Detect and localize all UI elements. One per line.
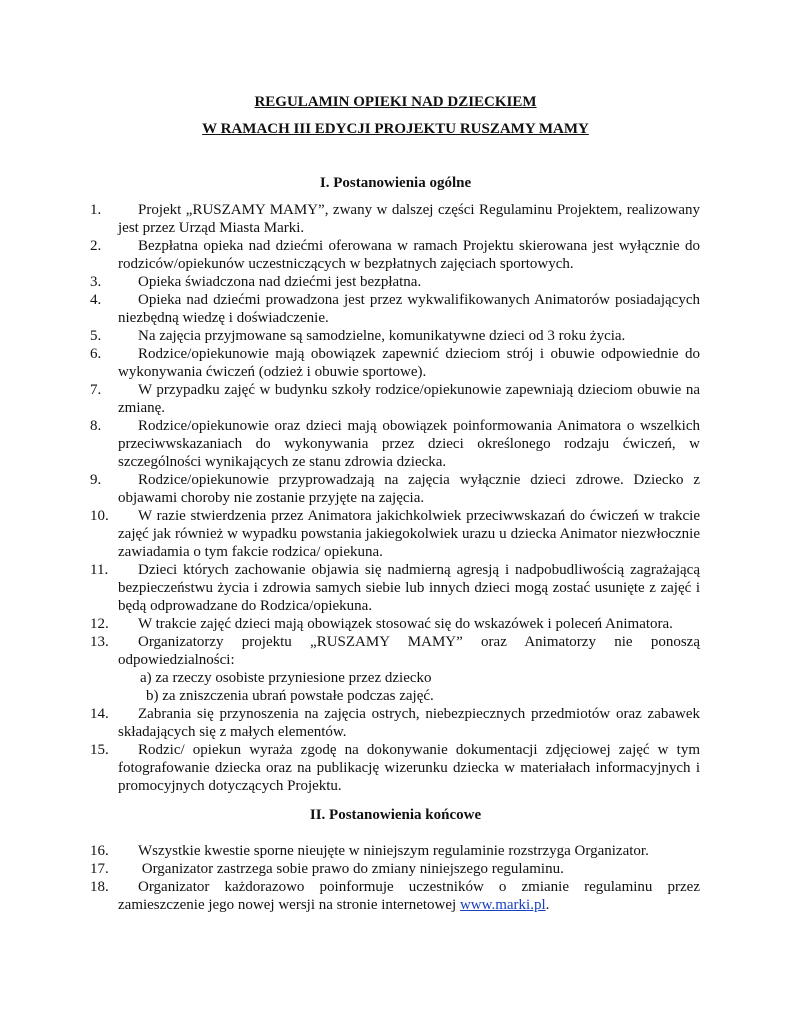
item-number: 12. (90, 616, 109, 632)
list-item (90, 878, 700, 914)
item-text: Zabrania się przynoszenia na zajęcia ostrych, niebezpiecznych przedmiotów oraz zabawek składających się z małych elementów. (118, 706, 700, 740)
item-number: 17. (90, 861, 109, 877)
item-number: 9. (90, 472, 102, 488)
list-item (90, 507, 700, 561)
item-number: 13. (90, 634, 109, 650)
item-text: Organizator każdorazowo poinformuje uczestników o zmianie regulaminu przez zamieszczenie jego nowej wersji na stronie internetowej (118, 879, 700, 913)
item-number: 7. (90, 382, 102, 398)
item-number: 10. (90, 508, 109, 524)
list-item (90, 705, 700, 741)
item-text: W trakcie zajęć dzieci mają obowiązek stosować się do wskazówek i poleceń Animatora. (138, 616, 673, 632)
item-text: Dzieci których zachowanie objawia się nadmierną agresją i nadpobudliwością zagrażającą bezpieczeństwu życia i zdrowia samych siebie lub innych dzieci mogą zostać usunięte z zajęć i będą odprowadzane do Rodzica/opiekuna. (118, 562, 700, 614)
item-number: 18. (90, 879, 109, 895)
item-text: Organizatorzy projektu „RUSZAMY MAMY” oraz Animatorzy nie ponoszą odpowiedzialności: (118, 634, 700, 668)
list-item (90, 381, 700, 417)
list-item (90, 842, 700, 860)
list-item (90, 417, 700, 471)
list-item (90, 615, 700, 633)
item-number: 16. (90, 843, 109, 859)
section-2-list (90, 842, 700, 914)
item-number: 5. (90, 328, 102, 344)
item-number: 3. (90, 274, 102, 290)
item-number: 8. (90, 418, 102, 434)
section-1-list (90, 201, 700, 795)
item-number: 1. (90, 202, 102, 218)
sub-item-a: a) za rzeczy osobiste przyniesione przez dziecko (140, 670, 432, 686)
item-text: Opieka świadczona nad dziećmi jest bezpłatna. (138, 274, 422, 290)
item-text: Opieka nad dziećmi prowadzona jest przez wykwalifikowanych Animatorów posiadających niezbędną wiedzę i doświadczenie. (118, 292, 700, 326)
item-number: 14. (90, 706, 109, 722)
item-text: Projekt „RUSZAMY MAMY”, zwany w dalszej części Regulaminu Projektem, realizowany jest przez Urząd Miasta Marki. (118, 202, 700, 236)
section-2-heading: II. Postanowienia końcowe (309, 807, 482, 823)
document-title-line-1: REGULAMIN OPIEKI NAD DZIECKIEM (254, 94, 537, 110)
item-text: Rodzice/opiekunowie mają obowiązek zapewnić dzieciom strój i obuwie odpowiednie do wykonywania ćwiczeń (odzież i obuwie sportowe). (118, 346, 700, 380)
document-title-line-2: W RAMACH III EDYCJI PROJEKTU RUSZAMY MAMY (202, 121, 589, 137)
list-item (90, 860, 700, 878)
item-text: W razie stwierdzenia przez Animatora jakichkolwiek przeciwwskazań do ćwiczeń w trakcie zajęć jak również w wypadku powstania jakiegokolwiek urazu u dziecka Animator niezwłocznie zawiadamia o tym fakcie rodzica/ opiekuna. (118, 508, 700, 560)
item-text-end: . (545, 897, 550, 913)
item-text: W przypadku zajęć w budynku szkoły rodzice/opiekunowie zapewniają dzieciom obuwie na zmianę. (118, 382, 700, 416)
website-link[interactable]: www.marki.pl (459, 897, 546, 913)
item-text: Organizator zastrzega sobie prawo do zmiany niniejszego regulaminu. (138, 861, 564, 877)
list-item (90, 741, 700, 795)
list-item (90, 327, 700, 345)
list-item (90, 471, 700, 507)
item-text: Rodzic/ opiekun wyraża zgodę na dokonywanie dokumentacji zdjęciowej zajęć w tym fotografowanie dziecka oraz na publikację wizerunku dziecka w materiałach informacyjnych i promocyjnych dotyczących Projektu. (118, 742, 700, 794)
item-number: 2. (90, 238, 102, 254)
list-item (90, 237, 700, 273)
list-item (90, 291, 700, 327)
item-text: Na zajęcia przyjmowane są samodzielne, komunikatywne dzieci od 3 roku życia. (138, 328, 626, 344)
section-1-heading: I. Postanowienia ogólne (319, 175, 472, 191)
item-text: Rodzice/opiekunowie przyprowadzają na zajęcia wyłącznie dzieci zdrowe. Dziecko z objawami choroby nie zostanie przyjęte na zajęcia. (118, 472, 700, 506)
list-item (90, 561, 700, 615)
list-item (90, 345, 700, 381)
list-item (90, 273, 700, 291)
item-number: 15. (90, 742, 109, 758)
list-item (90, 201, 700, 237)
item-number: 4. (90, 292, 102, 308)
item-number: 6. (90, 346, 102, 362)
item-text: Bezpłatna opieka nad dziećmi oferowana w ramach Projektu skierowana jest wyłącznie do rodziców/opiekunów uczestniczących w bezpłatnych zajęciach sportowych. (118, 238, 700, 272)
item-text: Rodzice/opiekunowie oraz dzieci mają obowiązek poinformowania Animatora o wszelkich przeciwwskazaniach do wykonywania przez dzieci określonego rodzaju ćwiczeń, w szczególności wynikających ze stanu zdrowia dziecka. (118, 418, 700, 470)
sub-item-b: b) za zniszczenia ubrań powstałe podczas zajęć. (146, 688, 434, 704)
item-number: 11. (90, 562, 109, 578)
list-item (90, 633, 700, 705)
item-text: Wszystkie kwestie sporne nieujęte w niniejszym regulaminie rozstrzyga Organizator. (138, 843, 649, 859)
